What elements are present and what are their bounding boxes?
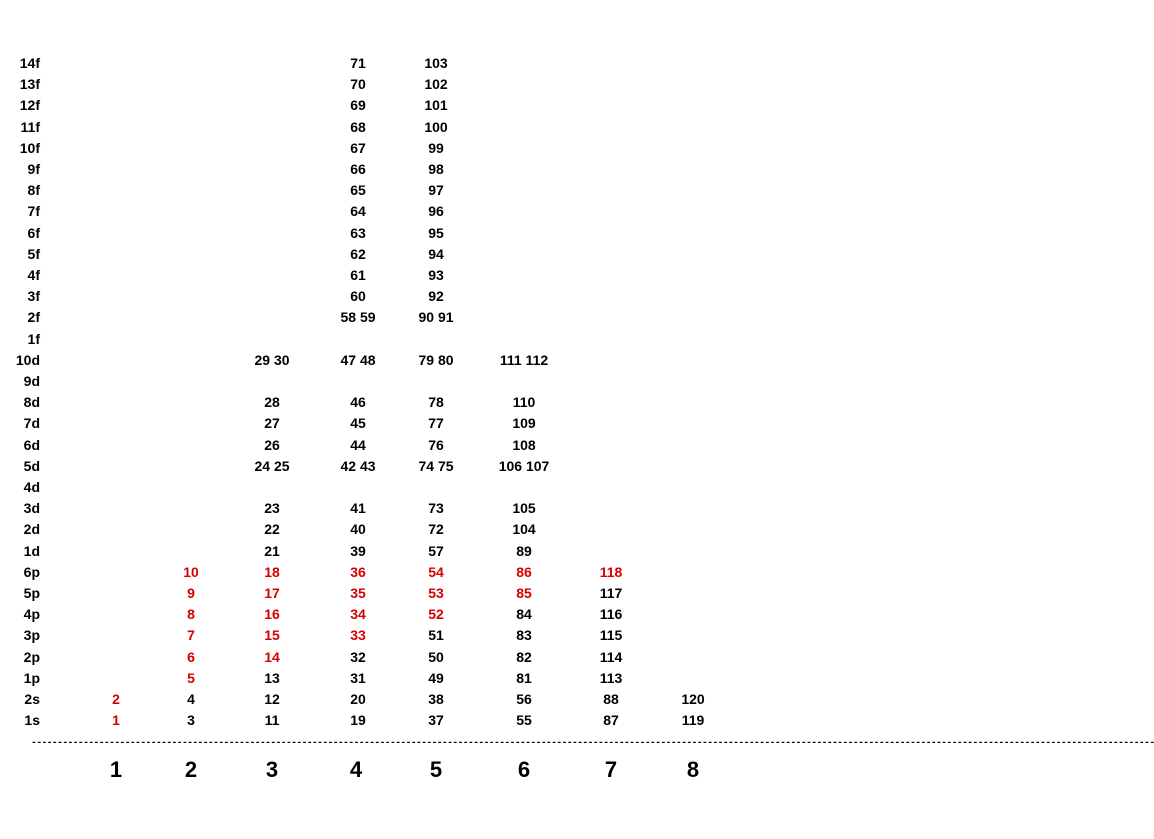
- cell-13f-col5: 102: [424, 76, 448, 93]
- row-label-8d: 8d: [23, 394, 40, 411]
- row-label-2d: 2d: [23, 521, 40, 538]
- cell-13f-col4: 70: [350, 76, 366, 93]
- cell-4p-col3: 16: [264, 606, 280, 623]
- cell-4p-col2: 8: [187, 606, 195, 623]
- row-label-7f: 7f: [27, 203, 40, 220]
- cell-3p-col5: 51: [428, 627, 444, 644]
- cell-10f-col4: 67: [350, 139, 366, 156]
- row-label-3d: 3d: [23, 500, 40, 517]
- cell-7d-col3: 27: [264, 415, 280, 432]
- row-label-5f: 5f: [27, 245, 40, 262]
- cell-2s-col1: 2: [112, 691, 120, 707]
- cell-2f-col5: 90 91: [418, 309, 454, 326]
- cell-9f-col4: 66: [350, 161, 366, 177]
- cell-6p-col6: 86: [516, 563, 532, 580]
- cell-5d-col5: 74 75: [418, 457, 454, 474]
- cell-4p-col4: 34: [350, 606, 366, 623]
- cell-3d-col5: 73: [428, 500, 444, 517]
- row-label-3f: 3f: [27, 288, 40, 305]
- cell-5p-col5: 53: [428, 585, 444, 601]
- row-label-6d: 6d: [23, 436, 40, 453]
- cell-7f-col5: 96: [428, 203, 444, 220]
- cell-5p-col7: 117: [599, 585, 623, 601]
- cell-2d-col6: 104: [512, 521, 536, 538]
- cell-2s-col4: 20: [350, 691, 366, 707]
- cell-1s-col3: 11: [264, 712, 280, 729]
- cell-8d-col5: 78: [428, 394, 444, 411]
- cell-7d-col5: 77: [428, 415, 444, 432]
- cell-10d-col5: 79 80: [418, 351, 454, 368]
- cell-10d-col4: 47 48: [340, 351, 376, 368]
- row-label-4p: 4p: [23, 606, 40, 623]
- cell-2d-col4: 40: [350, 521, 366, 538]
- cell-12f-col4: 69: [350, 97, 366, 114]
- cell-8f-col4: 65: [350, 182, 366, 199]
- row-label-6f: 6f: [27, 224, 40, 241]
- row-label-10f: 10f: [19, 139, 40, 156]
- cell-1p-col2: 5: [187, 669, 195, 686]
- cell-2d-col5: 72: [428, 521, 444, 538]
- cell-2s-col7: 88: [603, 691, 619, 707]
- cell-1d-col6: 89: [516, 542, 532, 559]
- cell-5d-col4: 42 43: [340, 457, 376, 474]
- column-label-3: 3: [265, 757, 279, 782]
- row-label-4d: 4d: [23, 479, 40, 495]
- cell-5p-col6: 85: [516, 585, 532, 601]
- cell-5p-col3: 17: [264, 585, 280, 601]
- cell-10d-col6: 111 112: [499, 351, 549, 368]
- row-label-1d: 1d: [23, 542, 40, 559]
- cell-7f-col4: 64: [350, 203, 366, 220]
- cell-6d-col6: 108: [512, 436, 536, 453]
- row-label-9f: 9f: [27, 161, 40, 177]
- row-label-9d: 9d: [23, 373, 40, 389]
- cell-11f-col4: 68: [350, 118, 366, 135]
- row-label-1f: 1f: [27, 330, 40, 347]
- row-label-8f: 8f: [27, 182, 40, 199]
- cell-1s-col1: 1: [112, 712, 120, 729]
- cell-2s-col3: 12: [264, 691, 280, 707]
- cell-2s-col6: 56: [516, 691, 532, 707]
- cell-1s-col4: 19: [350, 712, 366, 729]
- cell-2p-col5: 50: [428, 648, 444, 665]
- cell-1s-col8: 119: [681, 712, 705, 729]
- cell-6p-col4: 36: [350, 563, 366, 580]
- cell-10d-col3: 29 30: [254, 351, 290, 368]
- cell-2s-col2: 4: [187, 691, 195, 707]
- cell-6p-col7: 118: [599, 563, 623, 580]
- cell-4f-col5: 93: [428, 267, 444, 283]
- row-label-2s: 2s: [24, 691, 40, 707]
- cell-1p-col3: 13: [264, 669, 280, 686]
- cell-11f-col5: 100: [424, 118, 448, 135]
- cell-5f-col5: 94: [428, 245, 444, 262]
- column-label-8: 8: [686, 757, 700, 782]
- cell-4p-col5: 52: [428, 606, 444, 623]
- column-label-5: 5: [429, 757, 443, 782]
- column-label-4: 4: [349, 757, 363, 782]
- cell-7d-col4: 45: [350, 415, 366, 432]
- row-label-6p: 6p: [23, 563, 40, 580]
- row-label-13f: 13f: [19, 76, 40, 93]
- cell-5f-col4: 62: [350, 245, 366, 262]
- cell-1d-col5: 57: [428, 542, 444, 559]
- cell-2d-col3: 22: [264, 521, 280, 538]
- row-label-5d: 5d: [23, 457, 40, 474]
- cell-3p-col6: 83: [516, 627, 532, 644]
- row-label-1s: 1s: [24, 712, 40, 729]
- cell-3f-col5: 92: [428, 288, 444, 305]
- cell-5d-col3: 24 25: [254, 457, 290, 474]
- cell-2p-col4: 32: [350, 648, 366, 665]
- cell-14f-col4: 71: [350, 55, 366, 71]
- column-label-2: 2: [184, 757, 198, 782]
- cell-6p-col2: 10: [183, 563, 199, 580]
- cell-2p-col7: 114: [599, 648, 623, 665]
- row-label-2f: 2f: [27, 309, 40, 326]
- cell-6p-col5: 54: [428, 563, 444, 580]
- cell-3d-col3: 23: [264, 500, 280, 517]
- cell-4f-col4: 61: [350, 267, 366, 283]
- column-label-1: 1: [109, 757, 123, 782]
- cell-1p-col4: 31: [350, 669, 366, 686]
- cell-8d-col3: 28: [264, 394, 280, 411]
- cell-1s-col5: 37: [428, 712, 444, 729]
- cell-9f-col5: 98: [428, 161, 444, 177]
- cell-5p-col2: 9: [187, 585, 195, 601]
- cell-1p-col6: 81: [516, 669, 532, 686]
- row-label-3p: 3p: [23, 627, 40, 644]
- cell-1p-col5: 49: [428, 669, 444, 686]
- cell-1p-col7: 113: [599, 669, 623, 686]
- cell-2s-col5: 38: [428, 691, 444, 707]
- cell-4p-col6: 84: [516, 606, 532, 623]
- cell-3p-col7: 115: [599, 627, 623, 644]
- cell-12f-col5: 101: [424, 97, 448, 114]
- row-label-14f: 14f: [19, 55, 40, 71]
- cell-6d-col3: 26: [264, 436, 280, 453]
- cell-5p-col4: 35: [350, 585, 366, 601]
- cell-8d-col4: 46: [350, 394, 366, 411]
- cell-8d-col6: 110: [512, 394, 536, 411]
- row-label-11f: 11f: [20, 118, 40, 135]
- cell-7d-col6: 109: [512, 415, 536, 432]
- row-label-2p: 2p: [23, 648, 40, 665]
- row-label-10d: 10d: [15, 351, 40, 368]
- cell-6d-col4: 44: [350, 436, 366, 453]
- cell-3f-col4: 60: [350, 288, 366, 305]
- cell-2p-col6: 82: [516, 648, 532, 665]
- column-label-7: 7: [604, 757, 618, 782]
- cell-1d-col4: 39: [350, 542, 366, 559]
- cell-14f-col5: 103: [424, 55, 448, 71]
- cell-1s-col2: 3: [187, 712, 195, 729]
- cell-3p-col3: 15: [264, 627, 280, 644]
- cell-2p-col3: 14: [264, 648, 280, 665]
- cell-1d-col3: 21: [264, 542, 280, 559]
- cell-8f-col5: 97: [428, 182, 444, 199]
- cell-5d-col6: 106 107: [498, 457, 550, 474]
- column-label-6: 6: [517, 757, 531, 782]
- cell-1s-col6: 55: [516, 712, 532, 729]
- row-label-7d: 7d: [23, 415, 40, 432]
- separator-line: ------------------------------------------------------------------------------------------------------------------------------------------------------------------------------------------------------------------------: [31, 738, 1154, 749]
- cell-3p-col4: 33: [350, 627, 366, 644]
- cell-3d-col4: 41: [350, 500, 366, 517]
- cell-6f-col4: 63: [350, 224, 366, 241]
- cell-6p-col3: 18: [264, 563, 280, 580]
- cell-10f-col5: 99: [428, 139, 444, 156]
- row-label-12f: 12f: [19, 97, 40, 114]
- row-label-1p: 1p: [23, 669, 40, 686]
- cell-2f-col4: 58 59: [340, 309, 376, 326]
- cell-2p-col2: 6: [187, 648, 195, 665]
- row-label-5p: 5p: [23, 585, 40, 601]
- cell-1s-col7: 87: [603, 712, 619, 729]
- cell-4p-col7: 116: [599, 606, 623, 623]
- cell-3p-col2: 7: [187, 627, 195, 644]
- row-label-4f: 4f: [27, 267, 40, 283]
- cell-2s-col8: 120: [681, 691, 705, 707]
- cell-6f-col5: 95: [428, 224, 444, 241]
- cell-3d-col6: 105: [512, 500, 536, 517]
- cell-6d-col5: 76: [428, 436, 444, 453]
